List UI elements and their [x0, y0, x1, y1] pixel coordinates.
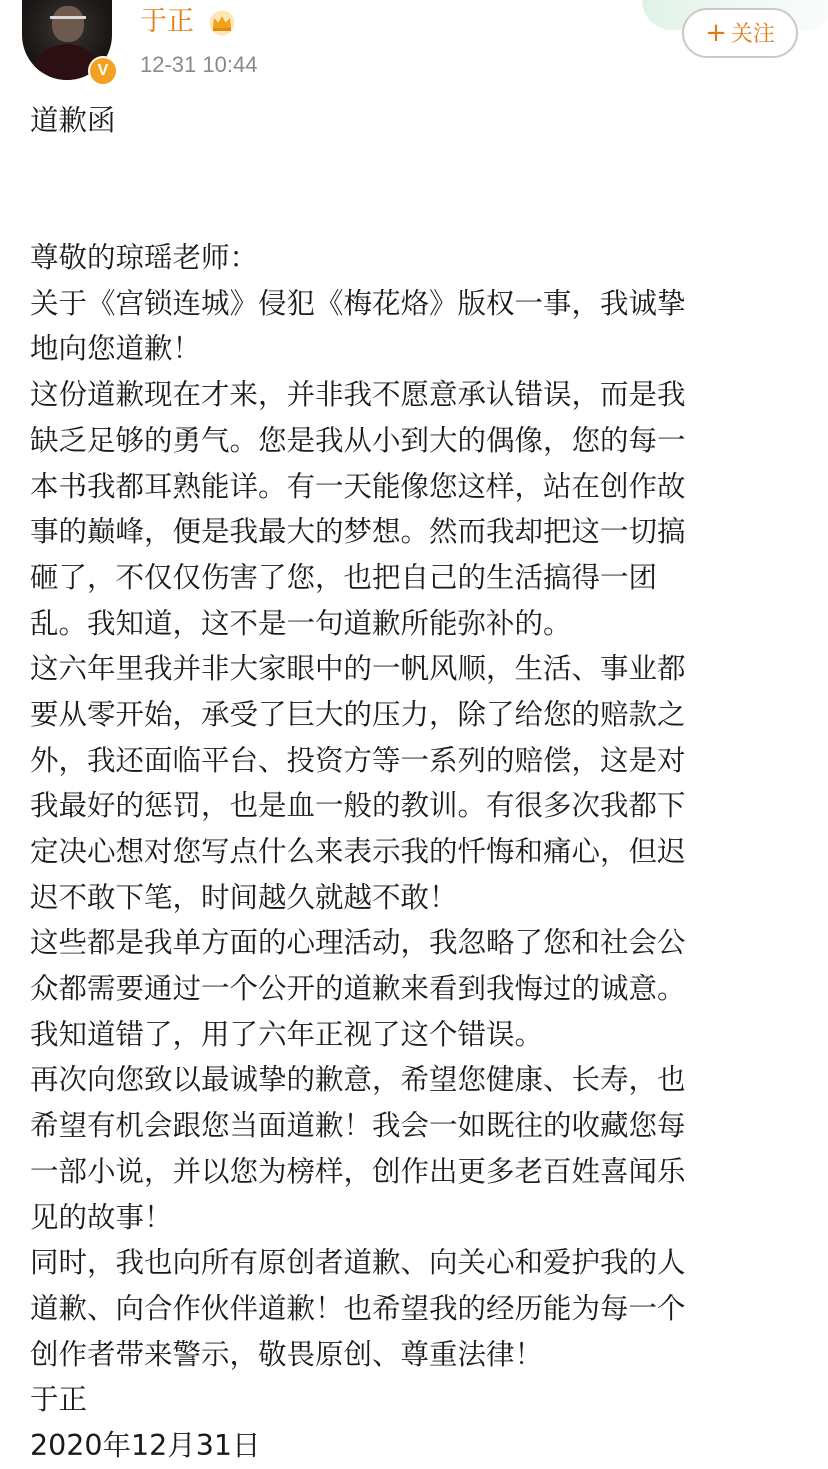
- paragraph-spacer: [30, 144, 805, 235]
- letter-line: 希望有机会跟您当面道歉！我会一如既往的收藏您每: [30, 1109, 686, 1143]
- letter-line: 砸了，不仅仅伤害了您，也把自己的生活搞得一团: [30, 560, 658, 594]
- letter-line: 再次向您致以最诚挚的歉意，希望您健康、长寿，也: [30, 1063, 686, 1097]
- letter-line: 我最好的惩罚，也是血一般的教训。有很多次我都下: [30, 789, 686, 823]
- letter-line: 要从零开始，承受了巨大的压力，除了给您的赔款之: [30, 697, 686, 731]
- letter-line: 于正: [30, 1383, 88, 1417]
- letter-line: 外，我还面临平台、投资方等一系列的赔偿，这是对: [30, 743, 686, 777]
- post-header: [0, 0, 828, 96]
- letter-line: 2020年12月31日: [30, 1428, 261, 1462]
- letter-line: 一部小说，并以您为榜样，创作出更多老百姓喜闻乐: [30, 1154, 686, 1188]
- letter-line: 这些都是我单方面的心理活动，我忽略了您和社会公: [30, 926, 686, 960]
- letter-line: 乱。我知道，这不是一句道歉所能弥补的。: [30, 606, 572, 640]
- letter-line: 见的故事！: [30, 1200, 173, 1234]
- follow-button-label: 关注: [730, 22, 775, 47]
- letter-line: 地向您道歉！: [30, 332, 202, 366]
- letter-line: 众都需要通过一个公开的道歉来看到我悔过的诚意。: [30, 972, 686, 1006]
- verified-badge-icon: V: [88, 56, 118, 86]
- letter-line: 迟不敢下笔，时间越久就越不敢！: [30, 880, 458, 914]
- plus-icon: +: [705, 18, 727, 48]
- letter-line: 尊敬的琼瑶老师：: [30, 241, 259, 275]
- letter-line: 同时，我也向所有原创者道歉、向关心和爱护我的人: [30, 1246, 686, 1280]
- username[interactable]: 于正: [140, 6, 194, 37]
- letter-line: 我知道错了，用了六年正视了这个错误。: [30, 1017, 544, 1051]
- follow-button[interactable]: [682, 8, 798, 58]
- avatar-glasses-shape: [50, 16, 86, 27]
- letter-title: 道歉函: [30, 104, 116, 137]
- post-body: [30, 98, 805, 1469]
- letter-line: 缺乏足够的勇气。您是我从小到大的偶像，您的每一: [30, 423, 686, 457]
- letter-line: 创作者带来警示，敬畏原创、尊重法律！: [30, 1337, 544, 1371]
- letter-line: 关于《宫锁连城》侵犯《梅花烙》版权一事，我诚挚: [30, 286, 686, 320]
- letter-line: 这六年里我并非大家眼中的一帆风顺，生活、事业都: [30, 652, 686, 686]
- letter-line: 事的巅峰，便是我最大的梦想。然而我却把这一切搞: [30, 515, 686, 549]
- letter-line: 定决心想对您写点什么来表示我的忏悔和痛心，但迟: [30, 835, 686, 869]
- letter-line: 这份道歉现在才来，并非我不愿意承认错误，而是我: [30, 378, 686, 412]
- post-timestamp: 12-31 10:44: [140, 52, 258, 77]
- crown-icon: [208, 10, 236, 36]
- letter-line: 本书我都耳熟能详。有一天能像您这样，站在创作故: [30, 469, 686, 503]
- letter-line: 道歉、向合作伙伴道歉！也希望我的经历能为每一个: [30, 1291, 686, 1325]
